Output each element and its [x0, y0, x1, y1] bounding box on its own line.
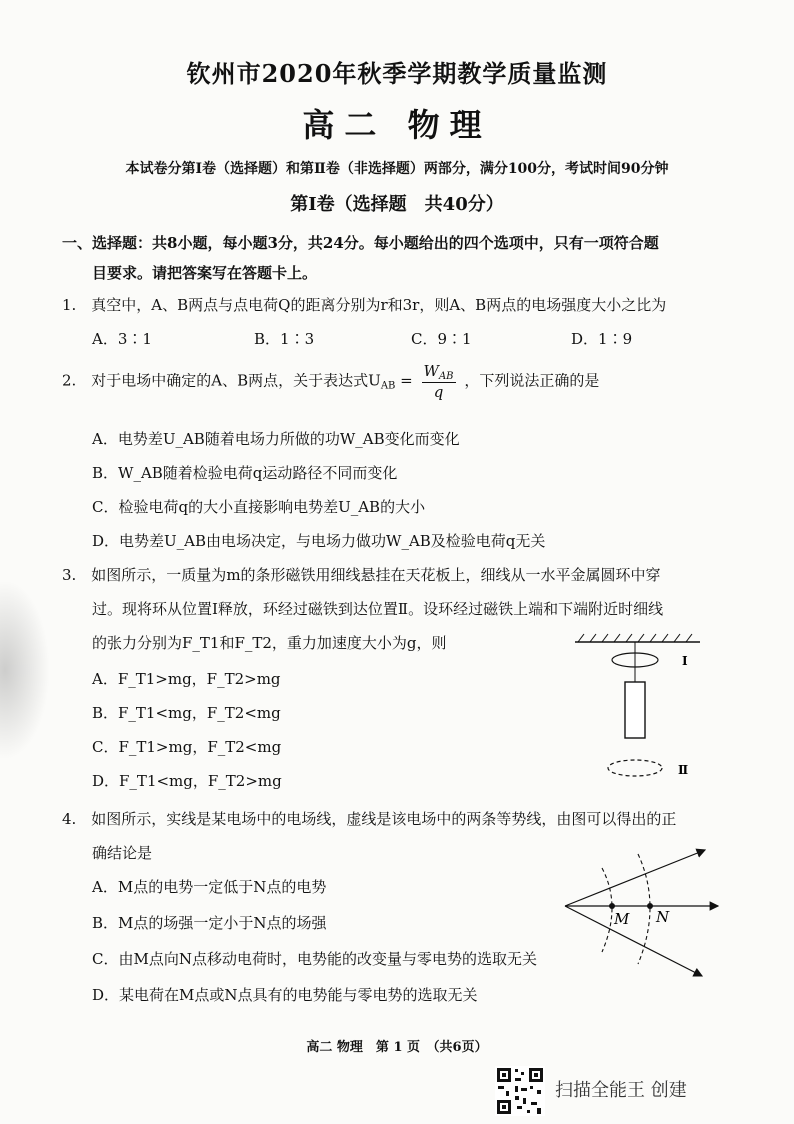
q3-option-d: D．F_T1<mg，F_T2>mg [92, 772, 282, 790]
q4-option-b: B．M点的场强一定小于N点的场强 [92, 914, 327, 932]
q2-eq: = [400, 371, 413, 390]
q2-option-d: D．电势差U_AB由电场决定，与电场力做功W_AB及检验电荷q无关 [92, 532, 546, 550]
q3-stem-2: 过。现将环从位置Ⅰ释放，环经过磁铁到达位置Ⅱ。设环经过磁铁上端和下端附近时细线 [92, 600, 664, 618]
bar-magnet [625, 682, 645, 738]
field-line-lower [565, 906, 702, 976]
field-line-upper [565, 850, 705, 906]
point-n [647, 903, 653, 909]
q2-frac-denominator: q [433, 383, 444, 401]
q1-option-a: A．3∶1 [92, 330, 152, 348]
q3-option-c: C．F_T1>mg，F_T2<mg [92, 738, 282, 756]
q1-option-d: D．1∶9 [571, 330, 633, 348]
q4-option-a: A．M点的电势一定低于N点的电势 [92, 878, 327, 896]
q4-stem-1: 4. 如图所示，实线是某电场中的电场线，虚线是该电场中的两条等势线，由图可以得出的正 [62, 810, 677, 828]
q2-stem-suffix: ，下列说法正确的是 [464, 371, 600, 390]
q2-option-c: C．检验电荷q的大小直接影响电势差U_AB的大小 [92, 498, 426, 516]
instructions-line-1: 一、选择题：共8小题，每小题3分，共24分。每小题给出的四个选项中，只有一项符合题 [62, 234, 659, 252]
scan-smudge [0, 580, 50, 760]
instructions-line-2: 目要求。请把答案写在答题卡上。 [92, 264, 318, 282]
q1-stem: 1. 真空中，A、B两点与点电荷Q的距离分别为r和3r，则A、B两点的电场强度大小之比为 [62, 296, 667, 314]
q3-stem-3: 的张力分别为F_T1和F_T2，重力加速度大小为g，则 [92, 634, 447, 652]
exam-note: 本试卷分第Ⅰ卷（选择题）和第Ⅱ卷（非选择题）两部分，满分100分，考试时间90分钟 [125, 161, 669, 177]
q4-stem-2: 确结论是 [92, 844, 153, 862]
q1-option-b: B．1∶3 [254, 330, 315, 348]
point-m [609, 903, 615, 909]
exam-title: 钦州市2020年秋季学期教学质量监测 [186, 59, 608, 88]
ceiling-hatch [578, 634, 692, 642]
q2-fraction [422, 362, 456, 401]
q3-stem-1: 3. 如图所示，一质量为m的条形磁铁用细线悬挂在天花板上，细线从一水平金属圆环中穿 [62, 566, 661, 584]
q2-stem-prefix: 2. 对于电场中确定的A、B两点，关于表达式U [62, 371, 381, 390]
q4-option-d: D．某电荷在M点或N点具有的电势能与零电势的选取无关 [92, 986, 478, 1004]
q4-field-diagram [560, 840, 730, 990]
q2-frac-numerator: $W_{AB}$ [423, 362, 454, 382]
scanner-watermark: 扫描全能王 创建 [555, 1080, 687, 1101]
q3-magnet-diagram [570, 630, 710, 790]
q1-option-c: C．9∶1 [411, 330, 472, 348]
q3-option-a: A．F_T1>mg，F_T2>mg [92, 670, 281, 688]
label-m: M [614, 910, 630, 928]
equipotential-outer [638, 854, 650, 964]
q2-option-a: A．电势差U_AB随着电场力所做的功W_AB变化而变化 [92, 430, 460, 448]
label-position-ii: Ⅱ [678, 763, 689, 777]
page-footer: 高二 物理 第 1 页 （共6页） [306, 1040, 488, 1055]
q3-option-b: B．F_T1<mg，F_T2<mg [92, 704, 281, 722]
label-position-i: Ⅰ [682, 654, 688, 668]
exam-subject: 高二 物理 [302, 106, 492, 144]
section-title: 第Ⅰ卷（选择题 共40分） [290, 194, 504, 215]
label-n: N [656, 908, 670, 926]
q2-stem [62, 362, 599, 401]
q2-stem-sub: AB [380, 380, 396, 392]
q4-option-c: C．由M点向N点移动电荷时，电势能的改变量与零电势的选取无关 [92, 950, 537, 968]
equipotential-inner [602, 868, 612, 952]
q2-option-b: B．W_AB随着检验电荷q运动路径不同而变化 [92, 464, 398, 482]
qr-code-icon [495, 1066, 545, 1116]
ring-position-ii [608, 760, 662, 776]
